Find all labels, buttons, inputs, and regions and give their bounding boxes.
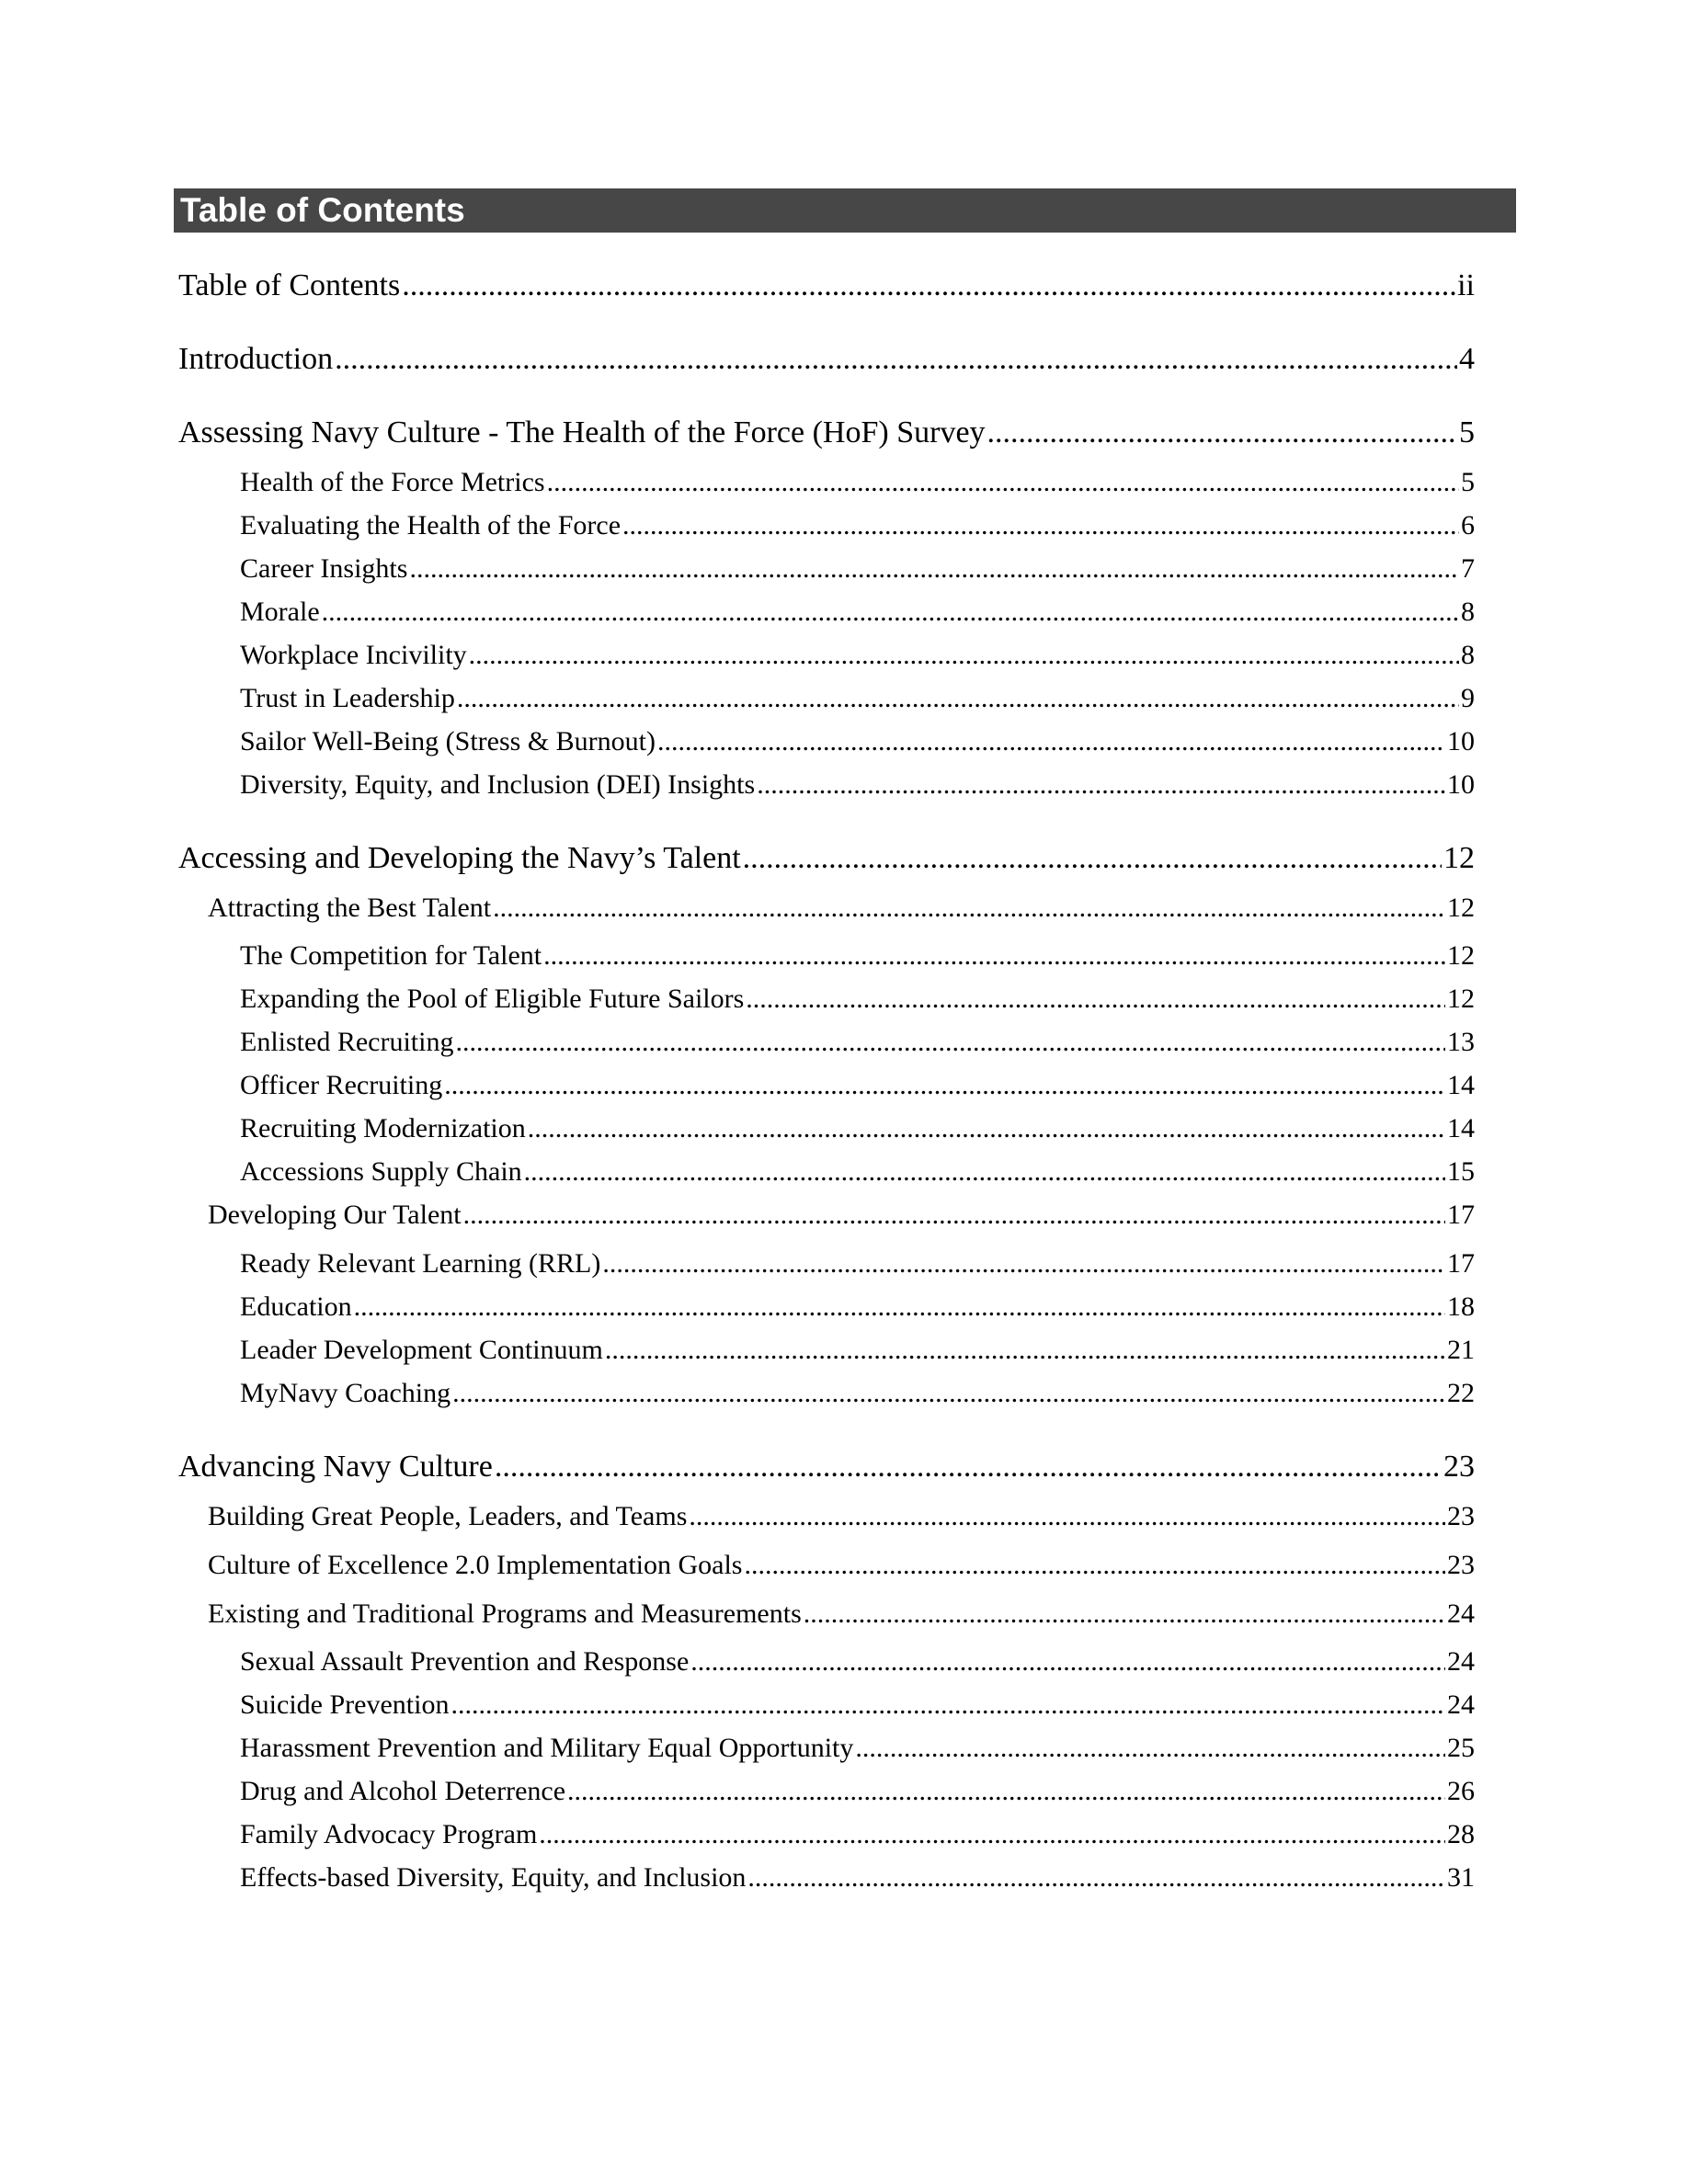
toc-entry-page-number: 8 xyxy=(1461,640,1475,670)
toc-entry-title: Evaluating the Health of the Force xyxy=(240,510,622,540)
dot-leader xyxy=(528,1110,1445,1147)
toc-entry-page-number: 26 xyxy=(1447,1776,1475,1806)
toc-entry-title: Diversity, Equity, and Inclusion (DEI) Insights xyxy=(240,769,756,800)
toc-entry-page-number: 5 xyxy=(1459,415,1475,449)
toc-entry-title: Trust in Leadership xyxy=(240,683,455,713)
toc-entry-title: Expanding the Pool of Eligible Future Sailors xyxy=(240,984,745,1014)
toc-entry-page-number: 24 xyxy=(1447,1646,1475,1677)
toc-entry[interactable] xyxy=(240,1289,1475,1325)
dot-leader xyxy=(743,838,1442,879)
dot-leader xyxy=(457,680,1459,717)
toc-entry-page-number: 23 xyxy=(1443,1450,1475,1484)
toc-entry-title: MyNavy Coaching xyxy=(240,1378,451,1408)
toc-entry-title: Recruiting Modernization xyxy=(240,1113,526,1143)
toc-entry-title: Advancing Navy Culture xyxy=(178,1450,493,1484)
toc-entry[interactable] xyxy=(240,637,1475,674)
dot-leader xyxy=(757,767,1445,803)
toc-entry-title: Building Great People, Leaders, and Teams xyxy=(208,1501,688,1531)
toc-entry-title: Career Insights xyxy=(240,553,408,584)
toc-entry-title: Workplace Incivility xyxy=(240,640,467,670)
toc-entry-page-number: 12 xyxy=(1443,841,1475,875)
toc-header-title: Table of Contents xyxy=(180,191,465,229)
toc-entry-title: Accessing and Developing the Navy’s Talent xyxy=(178,841,741,875)
toc-entry-title: Officer Recruiting xyxy=(240,1070,443,1100)
toc-entry-page-number: 7 xyxy=(1461,553,1475,584)
dot-leader xyxy=(539,1816,1445,1853)
dot-leader xyxy=(451,1687,1445,1723)
toc-entry[interactable] xyxy=(240,767,1475,803)
toc-entry[interactable] xyxy=(240,1816,1475,1853)
toc-entry-page-number: 28 xyxy=(1447,1819,1475,1849)
dot-leader xyxy=(455,1024,1445,1061)
toc-entry-page-number: 12 xyxy=(1447,893,1475,923)
toc-entry[interactable] xyxy=(178,413,1475,453)
dot-leader xyxy=(602,1246,1445,1282)
toc-entry[interactable] xyxy=(208,890,1475,927)
toc-entry-title: Morale xyxy=(240,597,320,627)
toc-entry[interactable] xyxy=(240,1110,1475,1147)
toc-entry[interactable] xyxy=(240,1644,1475,1680)
dot-leader xyxy=(469,637,1459,674)
dot-leader xyxy=(855,1730,1445,1767)
dot-leader xyxy=(690,1644,1445,1680)
toc-entry-page-number: 21 xyxy=(1447,1335,1475,1365)
toc-entry-page-number: 17 xyxy=(1447,1248,1475,1279)
toc-entry[interactable] xyxy=(240,680,1475,717)
dot-leader xyxy=(987,413,1457,453)
toc-entry-page-number: 9 xyxy=(1461,683,1475,713)
toc-entry-page-number: 6 xyxy=(1461,510,1475,540)
toc-entry[interactable] xyxy=(208,1197,1475,1234)
toc-entry-page-number: 12 xyxy=(1447,984,1475,1014)
dot-leader xyxy=(444,1067,1445,1104)
dot-leader xyxy=(547,464,1459,501)
toc-entry-page-number: 5 xyxy=(1461,467,1475,497)
dot-leader xyxy=(605,1332,1445,1369)
toc-entry-page-number: 10 xyxy=(1447,726,1475,756)
toc-entry[interactable] xyxy=(208,1596,1475,1632)
toc-entry[interactable] xyxy=(208,1547,1475,1584)
toc-entry-title: Health of the Force Metrics xyxy=(240,467,545,497)
toc-entry-title: Enlisted Recruiting xyxy=(240,1027,454,1057)
toc-entry-page-number: ii xyxy=(1457,268,1475,302)
toc-entry[interactable] xyxy=(240,1730,1475,1767)
toc-entry-title: Harassment Prevention and Military Equal Opportunity xyxy=(240,1733,854,1763)
toc-entry[interactable] xyxy=(208,1498,1475,1535)
toc-entry[interactable] xyxy=(240,1067,1475,1104)
dot-leader xyxy=(567,1773,1445,1810)
toc-entry[interactable] xyxy=(240,507,1475,544)
toc-entry[interactable] xyxy=(240,1687,1475,1723)
toc-entry-title: Table of Contents xyxy=(178,268,401,302)
toc-entry-page-number: 10 xyxy=(1447,769,1475,800)
dot-leader xyxy=(354,1289,1445,1325)
dot-leader xyxy=(495,1447,1442,1487)
toc-entry[interactable] xyxy=(240,1024,1475,1061)
toc-entry-page-number: 4 xyxy=(1459,342,1475,376)
toc-entry-page-number: 15 xyxy=(1447,1156,1475,1187)
toc-entry[interactable] xyxy=(240,723,1475,760)
toc-entry-title: The Competition for Talent xyxy=(240,940,542,971)
toc-entry-title: Drug and Alcohol Deterrence xyxy=(240,1776,566,1806)
toc-entry-page-number: 17 xyxy=(1447,1200,1475,1230)
toc-entry-page-number: 25 xyxy=(1447,1733,1475,1763)
dot-leader xyxy=(622,507,1459,544)
toc-entry-page-number: 24 xyxy=(1447,1598,1475,1629)
toc-entry-title: Assessing Navy Culture - The Health of the Force (HoF) Survey xyxy=(178,415,986,449)
toc-entry[interactable] xyxy=(178,339,1475,380)
dot-leader xyxy=(463,1197,1445,1234)
toc-entry-title: Suicide Prevention xyxy=(240,1689,450,1720)
dot-leader xyxy=(804,1596,1445,1632)
dot-leader xyxy=(746,981,1445,1018)
toc-entry[interactable] xyxy=(240,551,1475,587)
toc-entry-page-number: 31 xyxy=(1447,1862,1475,1893)
dot-leader xyxy=(744,1547,1445,1584)
toc-entry-title: Introduction xyxy=(178,342,334,376)
toc-entry[interactable] xyxy=(240,1246,1475,1282)
toc-entry[interactable] xyxy=(240,1332,1475,1369)
dot-leader xyxy=(402,266,1455,306)
toc-entry-page-number: 14 xyxy=(1447,1070,1475,1100)
toc-entry-page-number: 23 xyxy=(1447,1550,1475,1580)
toc-entry[interactable] xyxy=(240,938,1475,974)
toc-entry[interactable] xyxy=(240,1154,1475,1190)
toc-entry-page-number: 13 xyxy=(1447,1027,1475,1057)
toc-entry[interactable] xyxy=(240,1773,1475,1810)
toc-entry-title: Effects-based Diversity, Equity, and Inclusion xyxy=(240,1862,747,1893)
dot-leader xyxy=(543,938,1445,974)
toc-entry[interactable] xyxy=(240,981,1475,1018)
dot-leader xyxy=(452,1375,1445,1412)
dot-leader xyxy=(322,594,1459,631)
toc-header-bar xyxy=(174,188,1516,233)
toc-entry-title: Education xyxy=(240,1291,352,1322)
toc-entry[interactable] xyxy=(178,838,1475,879)
dot-leader xyxy=(493,890,1445,927)
toc-entry-title: Culture of Excellence 2.0 Implementation Goals xyxy=(208,1550,743,1580)
dot-leader xyxy=(335,339,1457,380)
dot-leader xyxy=(409,551,1459,587)
toc-entry-page-number: 24 xyxy=(1447,1689,1475,1720)
toc-entry[interactable] xyxy=(240,1375,1475,1412)
toc-entry[interactable] xyxy=(178,266,1475,306)
toc-entry-page-number: 22 xyxy=(1447,1378,1475,1408)
toc-entry[interactable] xyxy=(240,1860,1475,1896)
toc-entry-title: Developing Our Talent xyxy=(208,1200,462,1230)
dot-leader xyxy=(524,1154,1445,1190)
toc-entry[interactable] xyxy=(178,1447,1475,1487)
dot-leader xyxy=(657,723,1445,760)
toc-entry-page-number: 14 xyxy=(1447,1113,1475,1143)
dot-leader xyxy=(747,1860,1445,1896)
toc-entry-page-number: 12 xyxy=(1447,940,1475,971)
toc-entry-page-number: 23 xyxy=(1447,1501,1475,1531)
toc-entry-title: Ready Relevant Learning (RRL) xyxy=(240,1248,601,1279)
dot-leader xyxy=(689,1498,1445,1535)
toc-entry-title: Existing and Traditional Programs and Measurements xyxy=(208,1598,802,1629)
toc-entry-page-number: 8 xyxy=(1461,597,1475,627)
toc-entry-title: Attracting the Best Talent xyxy=(208,893,492,923)
toc-entry-page-number: 18 xyxy=(1447,1291,1475,1322)
toc-entry-title: Sexual Assault Prevention and Response xyxy=(240,1646,690,1677)
toc-entry[interactable] xyxy=(240,594,1475,631)
toc-entry-title: Accessions Supply Chain xyxy=(240,1156,522,1187)
toc-entry-title: Family Advocacy Program xyxy=(240,1819,538,1849)
toc-entry-title: Leader Development Continuum xyxy=(240,1335,603,1365)
toc-entry-title: Sailor Well-Being (Stress & Burnout) xyxy=(240,726,656,756)
toc-entry[interactable] xyxy=(240,464,1475,501)
